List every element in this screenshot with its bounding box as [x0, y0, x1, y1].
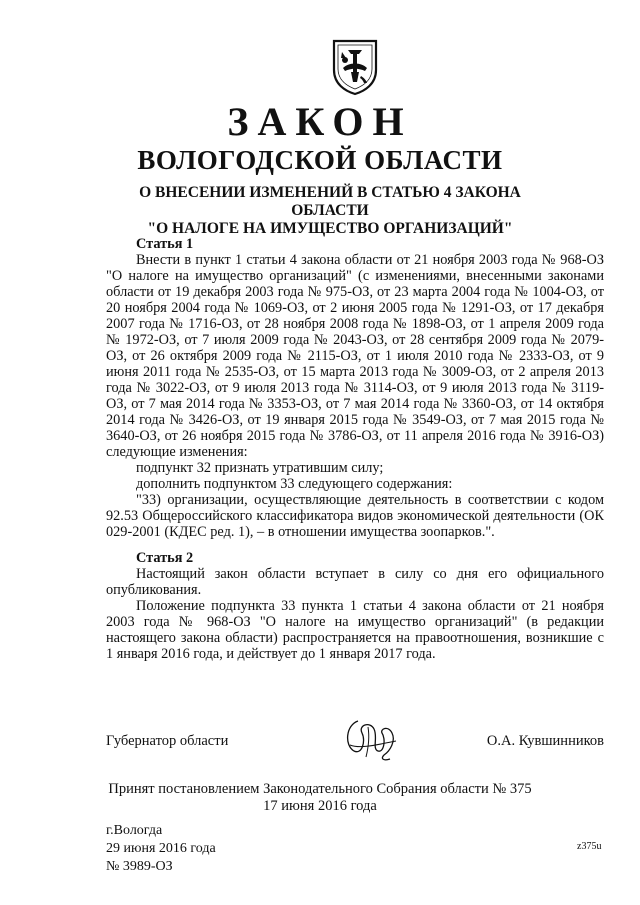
region-title: ВОЛОГОДСКОЙ ОБЛАСТИ [137, 145, 503, 175]
adoption-line-2: 17 июня 2016 года [263, 798, 377, 814]
signer-position: Губернатор области [106, 733, 229, 749]
law-title: ЗАКОН [227, 99, 413, 144]
article-1-quote: "33) организации, осуществляющие деятельность в соответствии с кодом 92.53 Общероссийского классификатора видов экономической деятельности (ОК 029-2001 (КДЕС ред. 1), – в отношении имущества зоопарков.". [106, 492, 604, 540]
law-subject [100, 184, 560, 238]
adoption-note [0, 781, 640, 815]
signer-name: О.А. Кувшинников [486, 733, 604, 749]
article-2-para-2: Положение подпункта 33 пункта 1 статьи 4 закона области от 21 ноября 2003 года № 968-ОЗ "О налоге на имущество организаций" (в редакции настоящего закона области) распространяется на правоотношения, возникшие с 1 января 2016 года, и действует до 1 января 2017 года. [106, 598, 604, 662]
city: г.Вологда [106, 823, 163, 838]
article-2-heading: Статья 2 [136, 550, 194, 566]
adoption-line-1: Принят постановлением Законодательного Собрания области № 375 [108, 781, 532, 797]
document-code: z375u [577, 841, 602, 852]
article-2-para-1: Настоящий закон области вступает в силу со дня его официального опубликования. [106, 566, 604, 598]
article-1-item-1: подпункт 32 признать утратившим силу; [136, 460, 384, 476]
signing-date: 29 июня 2016 года [106, 841, 216, 856]
subject-line-1: О ВНЕСЕНИИ ИЗМЕНЕНИЙ В СТАТЬЮ 4 ЗАКОНА ОБЛАСТИ [139, 184, 521, 219]
law-number: № 3989-ОЗ [106, 859, 173, 874]
article-1-intro: Внести в пункт 1 статьи 4 закона области от 21 ноября 2003 года № 968-ОЗ "О налоге на имущество организаций" (с изменениями, внесенными законами области от 19 декабря 2003 года № 975-ОЗ, от 23 марта 2004 года № 1004-ОЗ, от 20 ноября 2004 года № 1069-ОЗ, от 2 июня 2005 года № 1291-ОЗ, от 17 декабря 2007 года № 1716-ОЗ, от 28 ноября 2008 года № 1898-ОЗ, от 1 апреля 2009 года № 1972-ОЗ, от 7 июля 2009 года № 2043-ОЗ, от 28 сентября 2009 года № 2079-ОЗ, от 26 октября 2009 года № 2115-ОЗ, от 1 июля 2010 года № 2333-ОЗ, от 9 июня 2011 года № 2535-ОЗ, от 15 марта 2013 года № 3009-ОЗ, от 2 апреля 2013 года № 3022-ОЗ, от 9 июля 2013 года № 3114-ОЗ, от 9 июля 2013 года № 3119-ОЗ, от 7 мая 2014 года № 3353-ОЗ, от 7 мая 2014 года № 3360-ОЗ, от 14 октября 2014 года № 3426-ОЗ, от 19 января 2015 года № 3549-ОЗ, от 7 мая 2015 года № 3640-ОЗ, от 26 ноября 2015 года № 3786-ОЗ, от 11 апреля 2016 года № 3916-ОЗ) следующие изменения: [106, 252, 604, 460]
place-date-number [106, 822, 216, 876]
handwritten-signature [340, 715, 400, 763]
subject-line-2: "О НАЛОГЕ НА ИМУЩЕСТВО ОРГАНИЗАЦИЙ" [147, 220, 513, 237]
article-1-heading: Статья 1 [136, 236, 194, 252]
coat-of-arms-icon [331, 38, 379, 96]
article-1-item-2: дополнить подпунктом 33 следующего содержания: [136, 476, 453, 492]
law-body [106, 236, 604, 662]
